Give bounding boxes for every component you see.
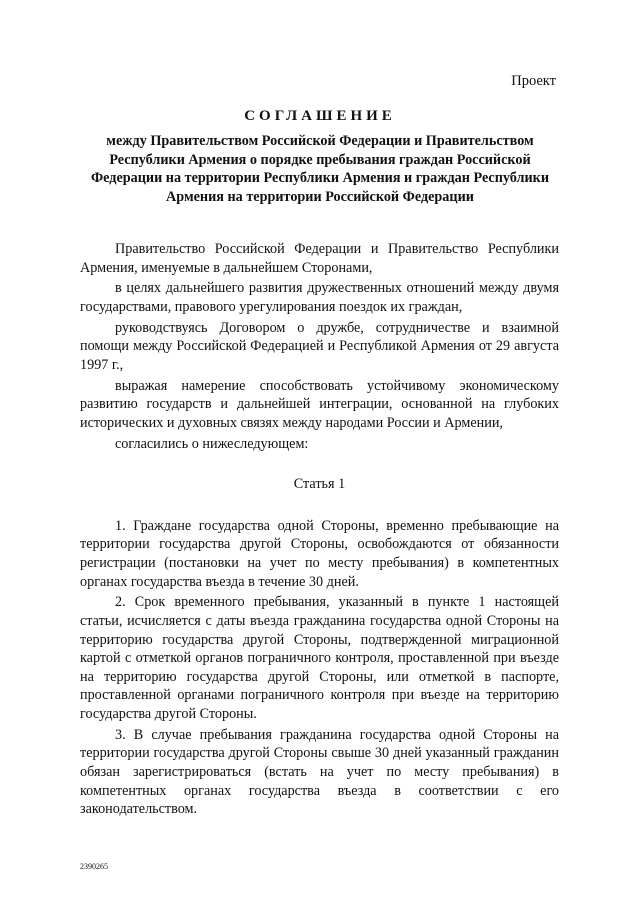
document-code: 2390265 xyxy=(80,862,108,871)
preamble-paragraph: руководствуясь Договором о дружбе, сотрудничестве и взаимной помощи между Российской Федерацией и Республикой Армения от 29 августа 1997 г., xyxy=(80,319,559,373)
article-title: Статья 1 xyxy=(293,476,346,493)
article-paragraph: 2. Срок временного пребывания, указанный в пункте 1 настоящей статьи, исчисляется с даты въезда гражданина государства одной Стороны на территорию государства другой Стороны, подтвержденной миграционной картой с отметкой органов пограничного контроля, проставленной при въезде на территорию государства другой Стороны, или отметкой в паспорте, проставленной органами пограничного контроля при въезде на территорию государства другой Стороны. xyxy=(80,594,559,722)
document-subtitle: между Правительством Российской Федерации и Правительством Республики Армения о порядке пребывания граждан Российской Федерации на территории Республики Армения и граждан Республики Армения на территории Российской Федерации xyxy=(90,133,550,205)
article-paragraph: 3. В случае пребывания гражданина государства одной Стороны на территории государства другой Стороны свыше 30 дней указанный гражданин обязан зарегистрироваться (встать на учет по месту пребывания) в компетентных органах государства въезда в соответствии с его законодательством. xyxy=(80,726,559,818)
document-body xyxy=(80,240,559,821)
preamble-paragraph: в целях дальнейшего развития дружественных отношений между двумя государствами, правового урегулирования поездок их граждан, xyxy=(80,280,559,315)
preamble-paragraph: выражая намерение способствовать устойчивому экономическому развитию государств и дальнейшей интеграции, основанной на глубоких исторических и духовных связях между народами России и Армении, xyxy=(80,377,559,431)
preamble-paragraph: согласились о нижеследующем: xyxy=(115,435,309,452)
article-paragraph: 1. Граждане государства одной Стороны, временно пребывающие на территории государства другой Стороны, освобождаются от обязанности регистрации (постановки на учет по месту пребывания) в компетентных органах государства въезда в течение 30 дней. xyxy=(80,517,559,590)
draft-label: Проект xyxy=(511,73,556,89)
document-title: СОГЛАШЕНИЕ xyxy=(244,108,396,124)
preamble-paragraph: Правительство Российской Федерации и Правительство Республики Армения, именуемые в дальнейшем Сторонами, xyxy=(80,241,559,276)
